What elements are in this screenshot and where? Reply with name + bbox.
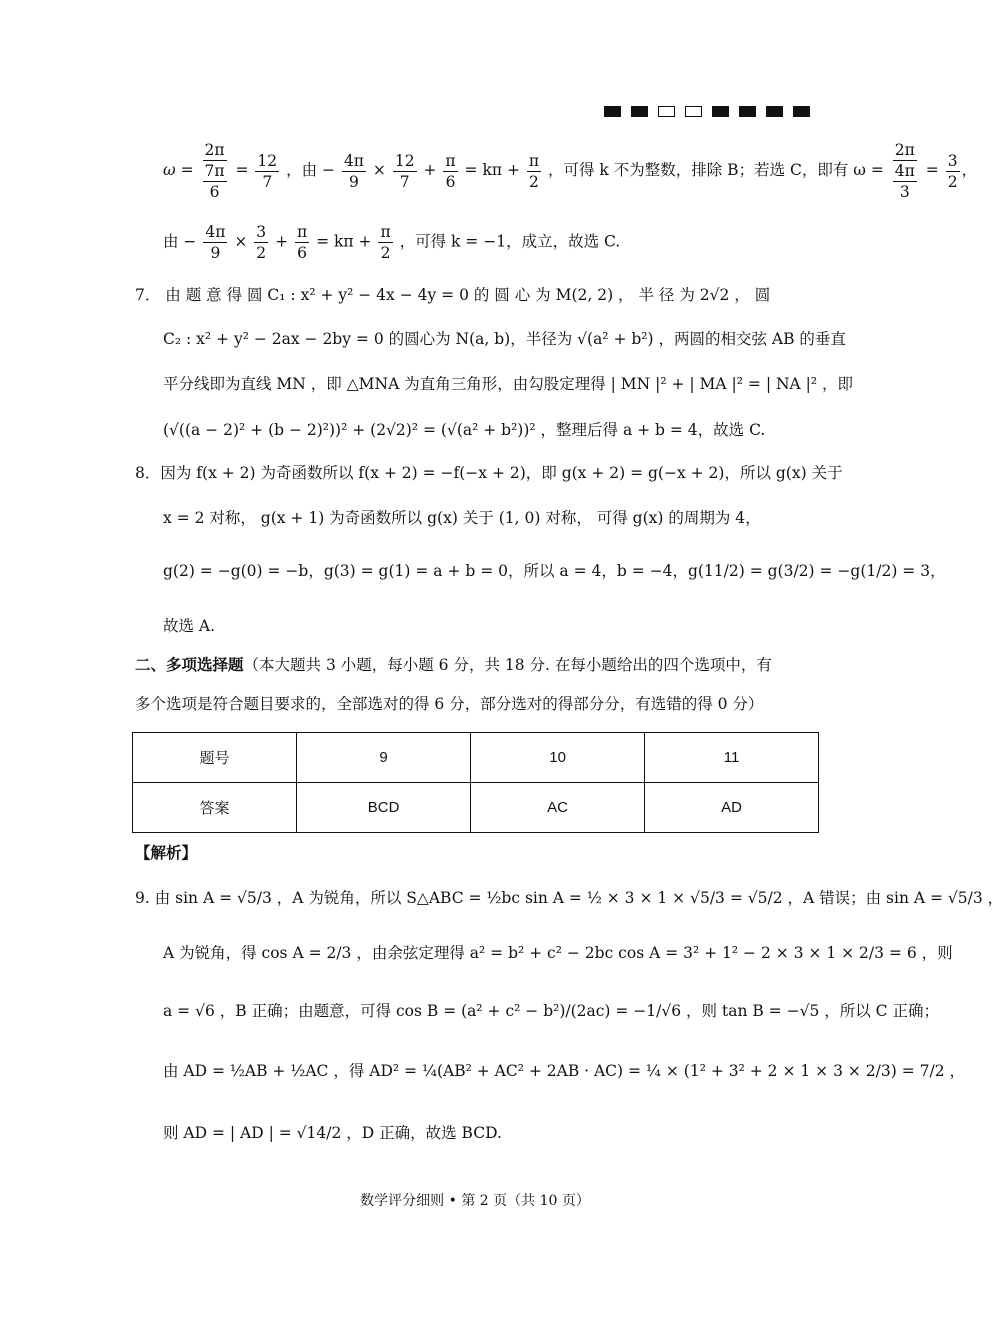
q6-fraction-12-7: $\frac{12}{7}$ (257, 151, 278, 191)
q6-text-d: ，可得 k = −1，成立，故选 C. (399, 232, 621, 251)
header-mark-filled (739, 106, 756, 117)
header-marks (604, 106, 810, 117)
header-mark-filled (712, 106, 729, 117)
section2-desc-1: （本大题共 3 小题，每小题 6 分，共 18 分. 在每小题给出的四个选项中，有 (243, 656, 772, 674)
table-cell: AC (471, 783, 645, 833)
header-mark-filled (604, 106, 621, 117)
q7-line-1: 7． 由 题 意 得 圆 C₁ : x² + y² − 4x − 4y = 0 的 圆 心 为 M(2, 2) ， 半 径 为 2√2 ， 圆 (135, 286, 771, 304)
analysis-title: 【解析】 (135, 843, 198, 862)
page-footer: 数学评分细则 • 第 2 页（共 10 页） (360, 1193, 590, 1209)
q6-line-2: 由 − $\frac{4\pi}{9}$ × $\frac{3}{2}$ + $\frac{\pi}{6}$ = kπ + $\frac{\pi}{2}$ ，可得 k = −1，成立，故选 C. (163, 223, 621, 262)
q6-text-a: ，由 − (286, 161, 335, 179)
header-mark-empty (658, 106, 675, 117)
header-mark-filled (766, 106, 783, 117)
section2-line-1 (135, 654, 772, 676)
table-row (133, 733, 819, 783)
q9-line-4: 由 AD = ½AB + ½AC ，得 AD² = ¼(AB² + AC² + 2AB · AC) = ¼ × (1² + 3² + 2 × 1 × 3 × 2/3) = 7/2 ， (163, 1062, 965, 1080)
q6-text-c: 由 − (163, 232, 197, 251)
q9-line-2: A 为锐角，得 cos A = 2/3 ，由余弦定理得 a² = b² + c² − 2bc cos A = 3² + 1² − 2 × 3 × 1 × 2/3 = 6 ，则 (163, 944, 953, 962)
q7-line-4: (√((a − 2)² + (b − 2)²))² + (2√2)² = (√(a² + b²))² ，整理后得 a + b = 4，故选 C. (163, 421, 766, 439)
header-mark-empty (685, 106, 702, 117)
section2-desc-2: 多个选项是符合题目要求的，全部选对的得 6 分，部分选对的得部分分，有选错的得 0 分） (135, 695, 764, 713)
section2-title: 二、多项选择题 (135, 655, 244, 674)
table-cell: 答案 (133, 783, 297, 833)
q9-line-5: 则 AD = | AD | = √14/2 ，D 正确，故选 BCD. (163, 1124, 502, 1142)
q6-fraction-omega: $\frac{2\pi}{\frac{7\pi}{6}}$ (204, 141, 225, 201)
table-row (133, 783, 819, 833)
q6-omega-label: ω = (163, 161, 194, 179)
q9-line-1: 9. 由 sin A = √5/3 ，A 为锐角，所以 S△ABC = ½bc sin A = ½ × 3 × 1 × √5/3 = √5/2 ，A 错误；由 sin A = √5/3 ， (135, 889, 1003, 907)
q6-line-1: ω = $\frac{2\pi}{\frac{7\pi}{6}}$ = $\frac{12}{7}$ ，由 − $\frac{4\pi}{9}$ × $\frac{12}{7}$ + $\frac{\pi}{6}$ = kπ + $\frac{\pi}{2}$ ，可得 k 不为整数，排除 B；若选 C，即有 ω = $\frac{2\pi}{\frac{4\pi}{3}}$ = $\frac{3}{2}$ ， (163, 141, 978, 201)
table-cell: 题号 (133, 733, 297, 783)
q6-text-b: ，可得 k 不为整数，排除 B；若选 C，即有 ω = (548, 161, 884, 179)
q7-line-3: 平分线即为直线 MN ，即 △MNA 为直角三角形，由勾股定理得 | MN |² + | MA |² = | NA |² ，即 (163, 375, 854, 393)
table-cell: BCD (297, 783, 471, 833)
q8-line-1: 8．因为 f(x + 2) 为奇函数所以 f(x + 2) = −f(−x + 2)，即 g(x + 2) = g(−x + 2)，所以 g(x) 关于 (135, 464, 843, 482)
table-cell: 10 (471, 733, 645, 783)
table-cell: 11 (645, 733, 819, 783)
q8-line-2: x = 2 对称， g(x + 1) 为奇函数所以 g(x) 关于 (1, 0) 对称， 可得 g(x) 的周期为 4， (163, 509, 761, 527)
table-cell: 9 (297, 733, 471, 783)
q9-line-3: a = √6 ，B 正确；由题意，可得 cos B = (a² + c² − b²)/(2ac) = −1/√6 ，则 tan B = −√5 ，所以 C 正确； (163, 1002, 939, 1020)
q7-line-2: C₂ : x² + y² − 2ax − 2by = 0 的圆心为 N(a, b)，半径为 √(a² + b²) ，两圆的相交弦 AB 的垂直 (163, 330, 846, 348)
table-cell: AD (645, 783, 819, 833)
header-mark-filled (631, 106, 648, 117)
header-mark-filled (793, 106, 810, 117)
q8-line-3: g(2) = −g(0) = −b，g(3) = g(1) = a + b = 0，所以 a = 4，b = −4，g(11/2) = g(3/2) = −g(1/2) = 3， (163, 562, 946, 580)
q8-line-4: 故选 A. (163, 617, 216, 635)
answer-table (132, 732, 819, 833)
